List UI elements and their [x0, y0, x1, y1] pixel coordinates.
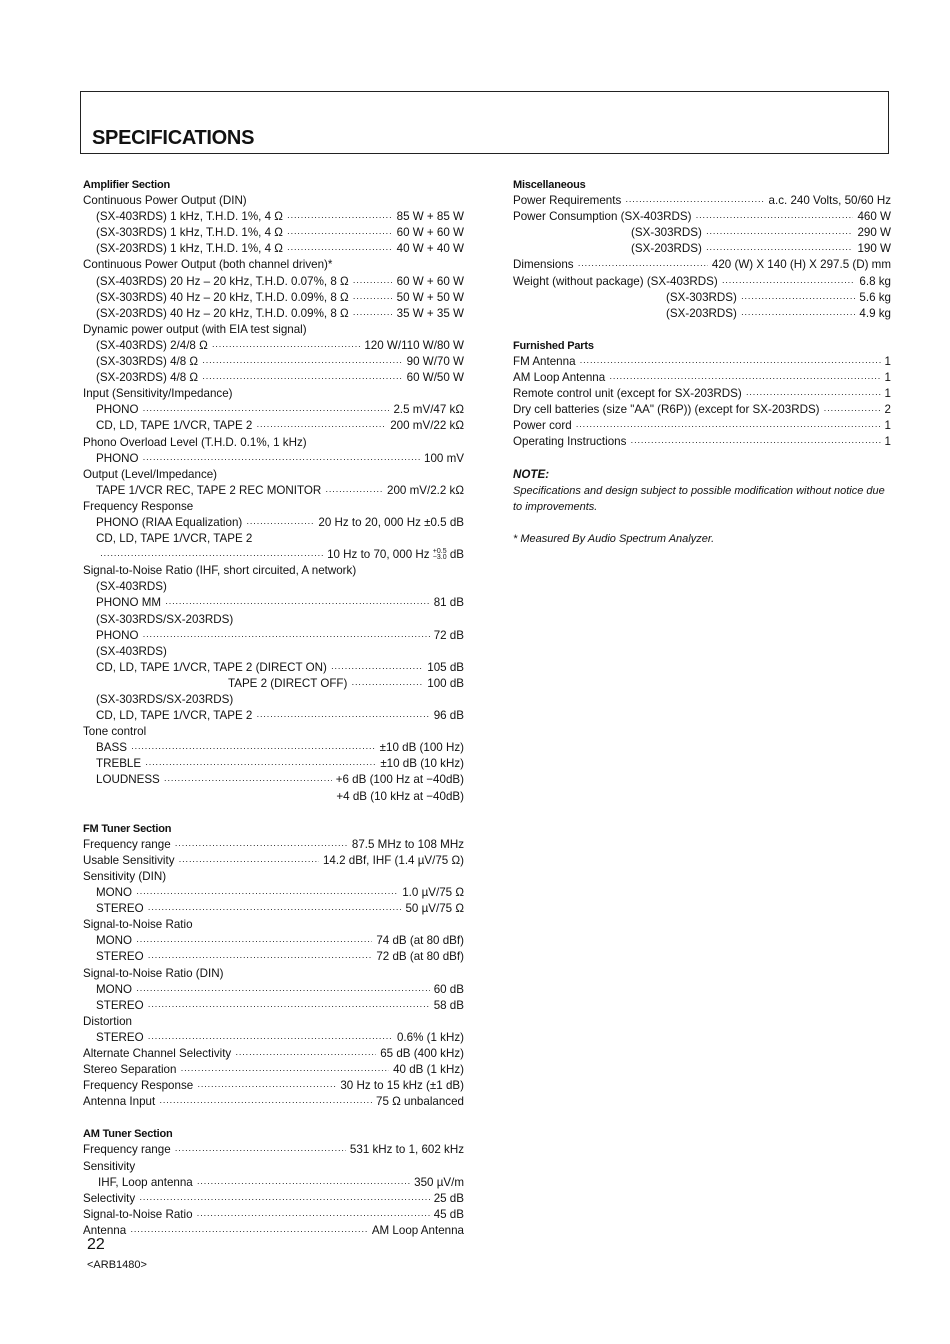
dot-leader [175, 1142, 346, 1158]
spec-row [83, 837, 464, 853]
spec-value: 60 W + 60 W [396, 274, 464, 288]
spec-row [83, 354, 464, 370]
spec-label: MONO [96, 934, 133, 948]
spec-heading: Sensitivity (DIN) [83, 869, 167, 883]
spec-row [83, 885, 464, 901]
spec-heading: Input (Sensitivity/Impedance) [83, 387, 233, 401]
spec-row [83, 370, 464, 386]
spec-value: ±10 dB (10 kHz) [380, 757, 464, 771]
dot-leader [148, 949, 373, 965]
spec-row [83, 290, 464, 306]
spec-label: (SX-403RDS) 1 kHz, T.H.D. 1%, 4 Ω [96, 210, 283, 224]
spec-label: FM Antenna [513, 354, 576, 368]
dot-leader [180, 1062, 389, 1078]
title-box [80, 91, 889, 154]
spec-row [83, 595, 464, 611]
dot-leader [722, 274, 856, 290]
spec-row [83, 660, 464, 676]
dot-leader [202, 370, 403, 386]
spec-label: Stereo Separation [83, 1063, 177, 1077]
spec-label: LOUDNESS [96, 773, 160, 787]
spec-value: 58 dB [433, 998, 464, 1012]
spec-value: 200 mV/2.2 kΩ [387, 483, 464, 497]
spec-row [83, 1142, 464, 1158]
page-number: 22 [87, 1236, 105, 1253]
spec-value: 10 Hz to 70, 000 Hz +0.5 −3.0 dB [327, 548, 464, 562]
spec-label: (SX-303RDS) [631, 226, 702, 240]
spec-row [83, 676, 464, 692]
spec-row [83, 515, 464, 531]
spec-heading: Signal-to-Noise Ratio (IHF, short circuited, A network) [83, 564, 357, 578]
spec-row [83, 756, 464, 772]
spec-label: Power cord [513, 419, 572, 433]
spec-label: Dry cell batteries (size "AA" (R6P)) (except for SX-203RDS) [513, 403, 820, 417]
dot-leader [130, 1223, 368, 1239]
spec-row [513, 257, 891, 273]
spec-heading: Output (Level/Impedance) [83, 467, 218, 481]
spec-heading: Continuous Power Output (DIN) [83, 194, 247, 208]
spec-value: 6.8 kg [859, 274, 891, 288]
spec-value: 190 W [857, 242, 891, 256]
spec-heading: Distortion [83, 1014, 132, 1028]
spec-row [83, 1030, 464, 1046]
spec-label: STEREO [96, 902, 144, 916]
spec-label: (SX-303RDS) 4/8 Ω [96, 355, 199, 369]
spec-label: Frequency range [83, 837, 171, 851]
spec-row [83, 306, 464, 322]
spec-value: 531 kHz to 1, 602 kHz [349, 1143, 464, 1157]
spec-value: 96 dB [433, 709, 464, 723]
spec-label: BASS [96, 741, 127, 755]
dot-leader [287, 209, 393, 225]
spec-label: (SX-303RDS) 40 Hz – 20 kHz, T.H.D. 0.09%, 8 Ω [96, 290, 349, 304]
spec-row [513, 274, 891, 290]
dot-leader [139, 1191, 429, 1207]
spec-row [513, 225, 891, 241]
section-gap [513, 451, 891, 467]
spec-heading: (SX-303RDS/SX-203RDS) [96, 693, 234, 706]
dot-leader [131, 740, 376, 756]
spec-heading: Signal-to-Noise Ratio [83, 918, 193, 932]
spec-label: Signal-to-Noise Ratio [83, 1207, 193, 1221]
spec-row [83, 1223, 464, 1239]
spec-value: 4.9 kg [859, 306, 891, 320]
spec-heading: CD, LD, TAPE 1/VCR, TAPE 2 [96, 532, 253, 546]
spec-value: ±10 dB (100 Hz) [379, 741, 464, 755]
note-text: Specifications and design subject to possible modification without notice due to improvements. [513, 484, 885, 513]
spec-value: 20 Hz to 20, 000 Hz ±0.5 dB [318, 515, 464, 529]
spec-heading: Tone control [83, 725, 147, 739]
spec-value: +6 dB (100 Hz at −40dB) [335, 773, 464, 787]
spec-label: CD, LD, TAPE 1/VCR, TAPE 2 [96, 419, 253, 433]
spec-label: TAPE 1/VCR REC, TAPE 2 REC MONITOR [96, 483, 322, 497]
spec-row [83, 547, 464, 563]
dot-leader [741, 306, 856, 322]
spec-value: 2 [884, 403, 891, 417]
spec-row [83, 225, 464, 241]
tolerance-superscript: +0.5 −3.0 [432, 548, 447, 562]
spec-row [83, 483, 464, 499]
spec-value: 25 dB [433, 1191, 464, 1205]
dot-leader [609, 370, 880, 386]
dot-leader [100, 547, 323, 563]
spec-value: 1 [884, 371, 891, 385]
spec-row [83, 628, 464, 644]
dot-leader [331, 660, 423, 676]
spec-value: 72 dB (at 80 dBf) [376, 950, 464, 964]
spec-label: (SX-303RDS) [666, 290, 737, 304]
dot-leader [136, 933, 372, 949]
spec-row [513, 241, 891, 257]
spec-value: 200 mV/22 kΩ [390, 419, 464, 433]
spec-row [83, 949, 464, 965]
spec-row [83, 772, 464, 788]
dot-leader [197, 1078, 336, 1094]
dot-leader [625, 193, 764, 209]
spec-value: 85 W + 85 W [396, 210, 464, 224]
spec-value: 350 µV/m [414, 1175, 464, 1189]
note-heading: NOTE: [513, 467, 550, 481]
spec-label: (SX-403RDS) 2/4/8 Ω [96, 338, 208, 352]
spec-row [83, 1094, 464, 1110]
spec-value: 65 dB (400 kHz) [380, 1046, 464, 1060]
spec-label: PHONO [96, 628, 139, 642]
section-gap [83, 1110, 464, 1126]
spec-row [513, 306, 891, 322]
spec-value: 60 dB [433, 982, 464, 996]
spec-value: 105 dB [427, 660, 464, 674]
spec-heading: (SX-403RDS) [96, 580, 167, 594]
spec-value: 74 dB (at 80 dBf) [376, 934, 464, 948]
spec-label: Frequency range [83, 1143, 171, 1157]
spec-label: (SX-203RDS) 4/8 Ω [96, 371, 199, 385]
spec-value: 72 dB [433, 628, 464, 642]
dot-leader [287, 225, 393, 241]
spec-label: Operating Instructions [513, 435, 627, 449]
spec-value: 60 W/50 W [406, 371, 464, 385]
dot-leader [351, 676, 423, 692]
spec-row [83, 1191, 464, 1207]
spec-label: CD, LD, TAPE 1/VCR, TAPE 2 (DIRECT ON) [96, 660, 327, 674]
dot-leader [741, 290, 856, 306]
dot-leader [143, 451, 421, 467]
spec-label: STEREO [96, 998, 144, 1012]
spec-label: Remote control unit (except for SX-203RDS) [513, 387, 742, 401]
dot-leader [706, 241, 854, 257]
spec-label: CD, LD, TAPE 1/VCR, TAPE 2 [96, 709, 253, 723]
spec-value: 1.0 µV/75 Ω [402, 886, 464, 900]
dot-leader [576, 418, 881, 434]
dot-leader [235, 1046, 376, 1062]
dot-leader [353, 306, 393, 322]
spec-label: Antenna [83, 1223, 127, 1237]
spec-value: +4 dB (10 kHz at −40dB) [336, 789, 464, 803]
spec-label: (SX-203RDS) 40 Hz – 20 kHz, T.H.D. 0.09%, 8 Ω [96, 306, 349, 320]
dot-leader [159, 1094, 372, 1110]
right-column [513, 177, 891, 547]
spec-label: Antenna Input [83, 1095, 156, 1109]
spec-value: 50 µV/75 Ω [405, 902, 464, 916]
spec-heading: Continuous Power Output (both channel driven)* [83, 258, 333, 272]
spec-row [83, 1207, 464, 1223]
spec-label: Power Requirements [513, 194, 622, 208]
spec-row [83, 708, 464, 724]
dot-leader [148, 901, 402, 917]
spec-heading: (SX-403RDS) [96, 644, 167, 658]
dot-leader [353, 274, 393, 290]
spec-value: 100 dB [427, 676, 464, 690]
spec-value: 50 W + 50 W [396, 290, 464, 304]
spec-row [83, 338, 464, 354]
dot-leader [287, 241, 393, 257]
spec-label: STEREO [96, 950, 144, 964]
spec-row [83, 1078, 464, 1094]
spec-value: 30 Hz to 15 kHz (±1 dB) [340, 1079, 464, 1093]
spec-label: STEREO [96, 1030, 144, 1044]
spec-row [513, 402, 891, 418]
spec-label: (SX-203RDS) [631, 242, 702, 256]
dot-leader [696, 209, 854, 225]
spec-value: 1 [884, 354, 891, 368]
spec-heading: Sensitivity [83, 1159, 136, 1173]
dot-leader [136, 885, 398, 901]
dot-leader [197, 1175, 410, 1191]
dot-leader [165, 595, 430, 611]
spec-value: 5.6 kg [859, 290, 891, 304]
spec-value: AM Loop Antenna [371, 1223, 464, 1237]
spec-row [83, 402, 464, 418]
spec-value: 2.5 mV/47 kΩ [393, 403, 464, 417]
spec-row [513, 209, 891, 225]
spec-value: 1 [884, 435, 891, 449]
dot-leader [197, 1207, 430, 1223]
dot-leader [136, 982, 430, 998]
spec-value: 14.2 dBf, IHF (1.4 µV/75 Ω) [322, 853, 464, 867]
spec-value: a.c. 240 Volts, 50/60 Hz [768, 194, 891, 208]
spec-value: 1 [884, 387, 891, 401]
dot-leader [325, 483, 383, 499]
spec-heading: Frequency Response [83, 499, 194, 513]
spec-heading: Signal-to-Noise Ratio (DIN) [83, 966, 224, 980]
dot-leader [179, 853, 319, 869]
dot-leader [578, 257, 708, 273]
spec-label: (SX-203RDS) 1 kHz, T.H.D. 1%, 4 Ω [96, 242, 283, 256]
spec-value: 1 [884, 419, 891, 433]
spec-label: Dimensions [513, 258, 574, 272]
dot-leader [145, 756, 376, 772]
spec-value: 45 dB [433, 1207, 464, 1221]
spec-value: 290 W [857, 226, 891, 240]
spec-row [513, 386, 891, 402]
spec-label: (SX-403RDS) 20 Hz – 20 kHz, T.H.D. 0.07%, 8 Ω [96, 274, 349, 288]
section-heading: Amplifier Section [83, 179, 171, 191]
spec-label: AM Loop Antenna [513, 371, 606, 385]
spec-label: (SX-203RDS) [666, 306, 737, 320]
spec-value: 100 mV [424, 451, 464, 465]
spec-label: Selectivity [83, 1191, 136, 1205]
spec-label: MONO [96, 886, 133, 900]
dot-leader [580, 354, 881, 370]
spec-row [83, 933, 464, 949]
dot-leader [824, 402, 881, 418]
spec-row [83, 209, 464, 225]
spec-value: 120 W/110 W/80 W [364, 338, 464, 352]
dot-leader [164, 772, 332, 788]
spec-row [83, 740, 464, 756]
dot-leader [256, 418, 386, 434]
spec-label: Alternate Channel Selectivity [83, 1046, 232, 1060]
spec-row [513, 354, 891, 370]
spec-row [83, 418, 464, 434]
spec-label: TREBLE [96, 757, 142, 771]
spec-row [83, 1062, 464, 1078]
note-gap [513, 515, 891, 531]
spec-label: (SX-303RDS) 1 kHz, T.H.D. 1%, 4 Ω [96, 226, 283, 240]
spec-label: Usable Sensitivity [83, 853, 175, 867]
spec-heading: (SX-303RDS/SX-203RDS) [96, 612, 234, 626]
spec-value: 40 dB (1 kHz) [393, 1063, 464, 1077]
spec-row [83, 853, 464, 869]
dot-leader [256, 708, 429, 724]
spec-row [83, 998, 464, 1014]
spec-label: IHF, Loop antenna [98, 1175, 193, 1189]
section-heading: FM Tuner Section [83, 822, 172, 835]
spec-heading: Phono Overload Level (T.H.D. 0.1%, 1 kHz) [83, 435, 307, 449]
dot-leader [143, 402, 390, 418]
spec-value: 0.6% (1 kHz) [396, 1030, 464, 1044]
spec-label: Frequency Response [83, 1079, 194, 1093]
section-gap [83, 805, 464, 821]
section-heading: Furnished Parts [513, 339, 594, 352]
spec-row [513, 434, 891, 450]
spec-row [513, 370, 891, 386]
dot-leader [175, 837, 348, 853]
spec-label: TAPE 2 (DIRECT OFF) [228, 676, 348, 690]
spec-label: PHONO MM [96, 596, 162, 610]
spec-label: MONO [96, 982, 133, 996]
dot-leader [630, 434, 880, 450]
dot-leader [212, 338, 361, 354]
dot-leader [746, 386, 881, 402]
spec-label: PHONO [96, 403, 139, 417]
spec-value: 75 Ω unbalanced [376, 1095, 464, 1109]
spec-row [83, 274, 464, 290]
spec-row [83, 451, 464, 467]
spec-row [83, 1175, 464, 1191]
spec-value-continuation [83, 789, 464, 805]
dot-leader [148, 998, 430, 1014]
left-column [83, 177, 464, 1239]
spec-label: Weight (without package) (SX-403RDS) [513, 274, 718, 288]
spec-value: 420 (W) X 140 (H) X 297.5 (D) mm [711, 258, 891, 272]
note-text: * Measured By Audio Spectrum Analyzer. [513, 532, 715, 545]
spec-label: PHONO (RIAA Equalization) [96, 515, 243, 529]
spec-row [513, 418, 891, 434]
spec-heading: Dynamic power output (with EIA test signal) [83, 322, 307, 336]
section-gap [513, 322, 891, 338]
dot-leader [143, 628, 430, 644]
dot-leader [148, 1030, 393, 1046]
section-heading: AM Tuner Section [83, 1128, 173, 1141]
dot-leader [706, 225, 854, 241]
spec-label: Power Consumption (SX-403RDS) [513, 210, 692, 224]
spec-label: PHONO [96, 451, 139, 465]
spec-value: 81 dB [433, 596, 464, 610]
spec-value: 35 W + 35 W [396, 306, 464, 320]
spec-row [83, 982, 464, 998]
dot-leader [246, 515, 314, 531]
spec-value: 87.5 MHz to 108 MHz [351, 837, 464, 851]
spec-row [83, 241, 464, 257]
spec-row [513, 290, 891, 306]
spec-row [83, 901, 464, 917]
dot-leader [353, 290, 393, 306]
spec-row [513, 193, 891, 209]
dot-leader [202, 354, 403, 370]
spec-value: 90 W/70 W [406, 355, 464, 369]
page-title: SPECIFICATIONS [92, 127, 255, 149]
section-heading: Miscellaneous [513, 179, 586, 191]
document-code: <ARB1480> [87, 1259, 147, 1271]
spec-value: 60 W + 60 W [396, 226, 464, 240]
spec-value: 460 W [857, 210, 891, 224]
spec-row [83, 1046, 464, 1062]
spec-value: 40 W + 40 W [396, 242, 464, 256]
